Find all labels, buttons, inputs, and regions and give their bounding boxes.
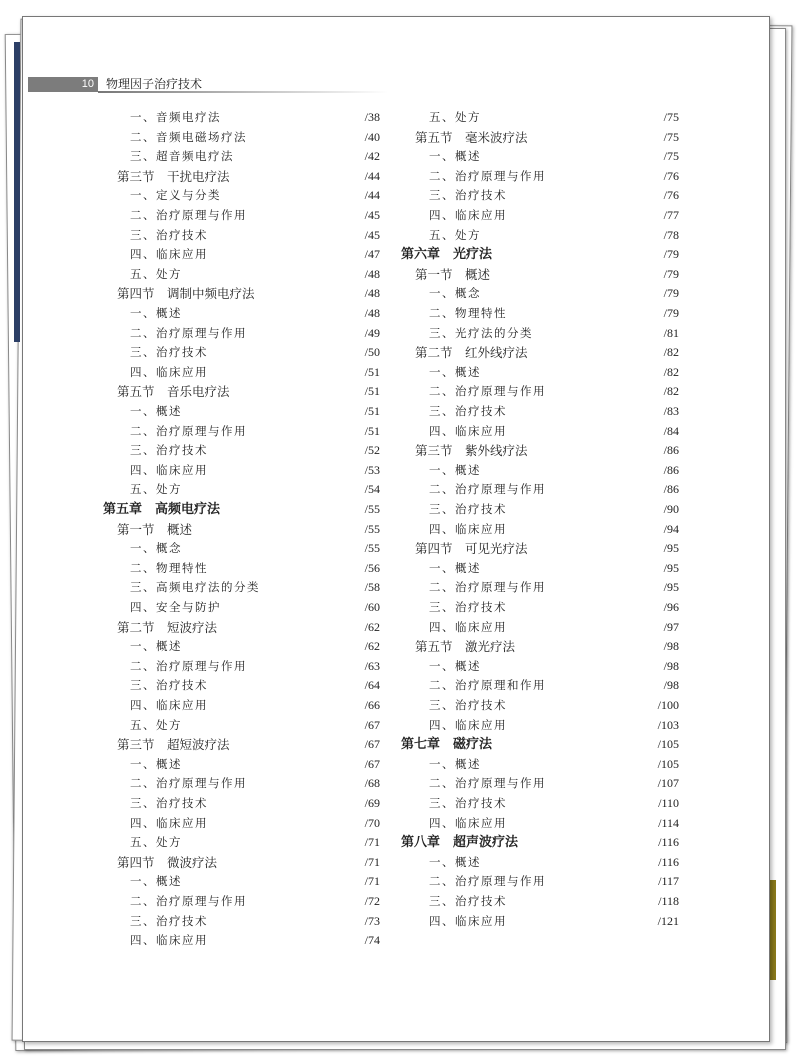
- toc-item[interactable]: [429, 559, 679, 579]
- toc-item[interactable]: [130, 422, 380, 442]
- toc-section[interactable]: [117, 735, 380, 755]
- toc-item[interactable]: [130, 441, 380, 461]
- toc-title: 第五章 高频电疗法: [103, 502, 221, 517]
- toc-section[interactable]: [117, 382, 380, 402]
- toc-page-number: /96: [663, 600, 679, 614]
- toc-page-number: /55: [364, 521, 380, 536]
- toc-title: 三、治疗技术: [429, 796, 507, 810]
- toc-page-number: /70: [364, 815, 380, 830]
- toc-title: 一、概述: [429, 658, 481, 673]
- toc-title: 二、治疗原理与作用: [130, 776, 247, 791]
- toc-title: 一、概述: [130, 306, 182, 320]
- toc-title: 三、治疗技术: [130, 345, 208, 360]
- toc-section[interactable]: [415, 265, 679, 285]
- toc-page-number: /48: [364, 286, 380, 301]
- toc-title: 三、治疗技术: [429, 894, 507, 908]
- toc-page-number: /38: [364, 110, 380, 124]
- toc-title: 三、治疗技术: [429, 404, 507, 418]
- toc-page-number: /79: [663, 247, 679, 262]
- toc-section[interactable]: [117, 618, 380, 638]
- toc-chapter[interactable]: [401, 833, 679, 853]
- toc-page-number: /50: [364, 345, 380, 360]
- toc-page-number: /58: [364, 580, 380, 595]
- toc-page-number: /45: [364, 227, 380, 242]
- toc-page-number: /52: [364, 443, 380, 458]
- toc-page-number: /51: [364, 384, 380, 399]
- toc-section[interactable]: [415, 343, 679, 363]
- toc-page-number: /82: [663, 384, 679, 399]
- toc-title: 四、临床应用: [429, 423, 507, 438]
- page-number: 10: [28, 77, 98, 92]
- cover-edge: [770, 880, 776, 980]
- toc-item[interactable]: [130, 559, 380, 579]
- toc-page-number: /107: [657, 776, 679, 791]
- toc-item[interactable]: [429, 755, 679, 775]
- toc-chapter[interactable]: [401, 735, 679, 755]
- toc-title: 四、临床应用: [130, 698, 208, 712]
- toc-page-number: /48: [364, 306, 380, 320]
- toc-page-number: /55: [364, 502, 380, 516]
- toc-page-number: /47: [364, 247, 380, 262]
- toc-item[interactable]: [130, 402, 380, 422]
- toc-item[interactable]: [130, 304, 380, 324]
- toc-page-number: /121: [657, 913, 679, 928]
- toc-page-number: /105: [657, 737, 679, 752]
- toc-section[interactable]: [117, 284, 380, 304]
- toc-item[interactable]: [429, 657, 679, 677]
- toc-title: 二、治疗原理与作用: [429, 384, 546, 399]
- cover-edge: [14, 42, 20, 342]
- toc-item[interactable]: [429, 304, 679, 324]
- toc-page-number: /95: [663, 560, 679, 575]
- toc-title: 一、概述: [429, 756, 481, 771]
- toc-page-number: /45: [364, 208, 380, 222]
- toc-title: 二、治疗原理与作用: [130, 658, 247, 673]
- toc-title: 第三节 超短波疗法: [117, 737, 230, 753]
- toc-item[interactable]: [429, 676, 679, 696]
- toc-title: 五、处方: [130, 266, 182, 281]
- toc-item[interactable]: [429, 912, 679, 932]
- toc-title: 第二节 红外线疗法: [415, 345, 528, 361]
- toc-item[interactable]: [429, 206, 679, 226]
- toc-item[interactable]: [429, 774, 679, 794]
- toc-item[interactable]: [130, 657, 380, 677]
- toc-page-number: /75: [663, 129, 679, 144]
- toc-page-number: /82: [663, 345, 679, 360]
- toc-title: 第四节 可见光疗法: [415, 541, 528, 557]
- toc-item[interactable]: [429, 402, 679, 422]
- toc-title: 一、概述: [429, 560, 481, 575]
- toc-title: 二、治疗原理和作用: [429, 678, 546, 693]
- toc-item[interactable]: [130, 755, 380, 775]
- toc-page-number: /110: [658, 796, 679, 810]
- toc-page-number: /71: [364, 854, 380, 869]
- toc-title: 三、治疗技术: [429, 502, 507, 516]
- toc-item[interactable]: [130, 872, 380, 892]
- toc-title: 四、临床应用: [130, 462, 208, 477]
- toc-page-number: /118: [658, 894, 679, 908]
- toc-item[interactable]: [130, 226, 380, 246]
- toc-page-number: /63: [364, 658, 380, 673]
- toc-item[interactable]: [130, 598, 380, 618]
- toc-item[interactable]: [429, 167, 679, 187]
- header-rule: [98, 91, 388, 93]
- toc-page-number: /74: [364, 933, 380, 948]
- toc-title: 一、概述: [130, 639, 182, 654]
- toc-item[interactable]: [130, 814, 380, 834]
- toc-item[interactable]: [130, 637, 380, 657]
- toc-page-number: /81: [663, 325, 679, 340]
- toc-item[interactable]: [429, 598, 679, 618]
- toc-item[interactable]: [429, 696, 679, 716]
- toc-title: 一、概念: [130, 541, 182, 556]
- toc-section[interactable]: [415, 441, 679, 461]
- toc-title: 一、概述: [130, 874, 182, 889]
- toc-chapter[interactable]: [401, 245, 679, 265]
- toc-page-number: /86: [663, 482, 679, 497]
- toc-page-number: /75: [663, 110, 679, 124]
- toc-page-number: /40: [364, 129, 380, 144]
- toc-item[interactable]: [429, 147, 679, 167]
- toc-section[interactable]: [415, 637, 679, 657]
- toc-item[interactable]: [429, 794, 679, 814]
- toc-page-number: /98: [663, 639, 679, 654]
- toc-item[interactable]: [130, 206, 380, 226]
- toc-title: 第四节 微波疗法: [117, 854, 218, 870]
- toc-page-number: /117: [658, 874, 679, 889]
- toc-title: 三、治疗技术: [130, 678, 208, 693]
- toc-item[interactable]: [130, 324, 380, 344]
- toc-page-number: /83: [663, 404, 679, 418]
- toc-page-number: /100: [657, 698, 679, 712]
- toc-item[interactable]: [130, 539, 380, 559]
- toc-title: 三、治疗技术: [130, 796, 208, 810]
- toc-page-number: /86: [663, 443, 679, 458]
- toc-page-number: /60: [364, 600, 380, 614]
- toc-item[interactable]: [429, 382, 679, 402]
- toc-title: 五、处方: [429, 227, 481, 242]
- toc-page-number: /75: [663, 149, 679, 164]
- toc-title: 二、治疗原理与作用: [429, 580, 546, 595]
- toc-title: 四、临床应用: [130, 247, 208, 262]
- toc-item[interactable]: [429, 618, 679, 638]
- toc-item[interactable]: [130, 833, 380, 853]
- toc-item[interactable]: [130, 716, 380, 736]
- toc-item[interactable]: [130, 774, 380, 794]
- toc-title: 二、治疗原理与作用: [429, 776, 546, 791]
- toc-title: 第一节 概述: [117, 521, 193, 537]
- toc-item[interactable]: [429, 853, 679, 873]
- toc-title: 四、临床应用: [130, 933, 208, 948]
- toc-item[interactable]: [429, 814, 679, 834]
- toc-title: 一、概述: [429, 149, 481, 164]
- toc-title: 第四节 调制中频电疗法: [117, 286, 255, 302]
- toc-title: 三、治疗技术: [429, 698, 507, 712]
- toc-page-number: /49: [364, 325, 380, 340]
- toc-title: 二、音频电磁场疗法: [130, 129, 247, 144]
- toc-title: 一、定义与分类: [130, 188, 221, 203]
- running-header-title: 物理因子治疗技术: [106, 77, 203, 91]
- toc-title: 第五节 音乐电疗法: [117, 384, 230, 400]
- toc-title: 三、治疗技术: [130, 913, 208, 928]
- toc-section[interactable]: [415, 539, 679, 559]
- toc-title: 四、临床应用: [429, 619, 507, 634]
- toc-page-number: /68: [364, 776, 380, 791]
- toc-page-number: /97: [663, 619, 679, 634]
- toc-title: 一、概述: [429, 364, 481, 379]
- toc-title: 第三节 干扰电疗法: [117, 168, 230, 184]
- toc-section[interactable]: [117, 853, 380, 873]
- toc-title: 五、处方: [130, 717, 182, 732]
- toc-page-number: /56: [364, 560, 380, 575]
- toc-page-number: /90: [663, 502, 679, 516]
- toc-page-number: /42: [364, 149, 380, 164]
- toc-title: 四、临床应用: [429, 717, 507, 732]
- toc-title: 三、高频电疗法的分类: [130, 580, 260, 595]
- toc-page-number: /95: [663, 580, 679, 595]
- toc-page-number: /72: [364, 894, 380, 908]
- toc-item[interactable]: [429, 284, 679, 304]
- toc-page-number: /98: [663, 658, 679, 673]
- toc-page-number: /62: [364, 619, 380, 634]
- toc-title: 三、治疗技术: [130, 227, 208, 242]
- toc-page-number: /51: [364, 423, 380, 438]
- toc-title: 四、临床应用: [429, 208, 507, 222]
- toc-title: 四、临床应用: [130, 364, 208, 379]
- toc-page-number: /66: [364, 698, 380, 712]
- toc-title: 第六章 光疗法: [401, 247, 493, 263]
- toc-title: 二、治疗原理与作用: [429, 874, 546, 889]
- toc-item[interactable]: [429, 716, 679, 736]
- toc-item[interactable]: [429, 892, 679, 912]
- toc-page-number: /86: [663, 462, 679, 477]
- toc-item[interactable]: [429, 363, 679, 383]
- toc-page-number: /98: [663, 678, 679, 693]
- toc-page-number: /48: [364, 266, 380, 281]
- toc-item[interactable]: [130, 931, 380, 951]
- toc-page-number: /76: [663, 168, 679, 183]
- toc-page-number: /51: [364, 404, 380, 418]
- toc-title: 二、治疗原理与作用: [130, 423, 247, 438]
- toc-page-number: /67: [364, 737, 380, 752]
- toc-item[interactable]: [429, 324, 679, 344]
- toc-page-number: /55: [364, 541, 380, 556]
- toc-item[interactable]: [429, 480, 679, 500]
- toc-title: 第一节 概述: [415, 266, 491, 282]
- toc-title: 五、处方: [429, 110, 481, 124]
- toc-page-number: /116: [658, 854, 679, 869]
- toc-item[interactable]: [429, 226, 679, 246]
- toc-page-number: /79: [663, 266, 679, 281]
- toc-item[interactable]: [429, 186, 679, 206]
- toc-title: 三、超音频电疗法: [130, 149, 234, 164]
- toc-page-number: /103: [657, 717, 679, 732]
- toc-item[interactable]: [130, 186, 380, 206]
- toc-item[interactable]: [130, 265, 380, 285]
- toc-page-number: /94: [663, 521, 679, 536]
- toc-page-number: /77: [663, 208, 679, 222]
- toc-title: 一、音频电疗法: [130, 110, 221, 124]
- toc-page-number: /67: [364, 756, 380, 771]
- toc-title: 四、临床应用: [429, 521, 507, 536]
- toc-page-number: /105: [657, 756, 679, 771]
- toc-item[interactable]: [130, 912, 380, 932]
- toc-page-number: /71: [364, 835, 380, 850]
- toc-title: 第五节 毫米波疗法: [415, 129, 528, 145]
- toc-title: 五、处方: [130, 482, 182, 497]
- toc-page-number: /95: [663, 541, 679, 556]
- toc-title: 二、物理特性: [130, 560, 208, 575]
- toc-section[interactable]: [117, 520, 380, 540]
- toc-title: 四、安全与防护: [130, 600, 221, 614]
- toc-item[interactable]: [130, 245, 380, 265]
- toc-title: 二、物理特性: [429, 306, 507, 320]
- toc-item[interactable]: [429, 872, 679, 892]
- toc-title: 三、治疗技术: [130, 443, 208, 458]
- toc-item[interactable]: [130, 794, 380, 814]
- toc-item[interactable]: [429, 461, 679, 481]
- toc-item[interactable]: [130, 363, 380, 383]
- toc-page-number: /64: [364, 678, 380, 693]
- toc-page-number: /79: [663, 306, 679, 320]
- toc-item[interactable]: [130, 676, 380, 696]
- toc-item[interactable]: [429, 520, 679, 540]
- toc-title: 四、临床应用: [429, 913, 507, 928]
- toc-title: 三、光疗法的分类: [429, 325, 533, 340]
- toc-title: 一、概念: [429, 286, 481, 301]
- toc-page-number: /44: [364, 188, 380, 203]
- toc-item[interactable]: [130, 696, 380, 716]
- toc-title: 第八章 超声波疗法: [401, 835, 519, 851]
- toc-title: 五、处方: [130, 835, 182, 850]
- toc-page-number: /71: [364, 874, 380, 889]
- toc-page-number: /69: [364, 796, 380, 810]
- toc-page-number: /116: [658, 835, 679, 850]
- toc-page-number: /62: [364, 639, 380, 654]
- toc-title: 二、治疗原理与作用: [130, 208, 247, 222]
- toc-item[interactable]: [130, 147, 380, 167]
- toc-title: 第二节 短波疗法: [117, 619, 218, 635]
- toc-item[interactable]: [130, 892, 380, 912]
- toc-title: 二、治疗原理与作用: [130, 325, 247, 340]
- toc-title: 一、概述: [130, 756, 182, 771]
- toc-title: 三、治疗技术: [429, 600, 507, 614]
- toc-title: 二、治疗原理与作用: [429, 168, 546, 183]
- toc-section[interactable]: [117, 167, 380, 187]
- toc-item[interactable]: [429, 500, 679, 520]
- toc-page-number: /67: [364, 717, 380, 732]
- toc-page-number: /51: [364, 364, 380, 379]
- toc-item[interactable]: [130, 108, 380, 128]
- toc-title: 第三节 紫外线疗法: [415, 443, 528, 459]
- toc-title: 一、概述: [429, 854, 481, 869]
- toc-title: 一、概述: [429, 462, 481, 477]
- toc-title: 第七章 磁疗法: [401, 737, 493, 753]
- toc-item[interactable]: [130, 578, 380, 598]
- toc-item[interactable]: [130, 343, 380, 363]
- toc-item[interactable]: [130, 461, 380, 481]
- toc-title: 四、临床应用: [130, 815, 208, 830]
- toc-item[interactable]: [429, 108, 679, 128]
- toc-page-number: /73: [364, 913, 380, 928]
- toc-page-number: /79: [663, 286, 679, 301]
- toc-page-number: /114: [658, 815, 679, 830]
- toc-section[interactable]: [415, 128, 679, 148]
- toc-item[interactable]: [429, 422, 679, 442]
- toc-page-number: /82: [663, 364, 679, 379]
- toc-item[interactable]: [429, 578, 679, 598]
- toc-title: 第五节 激光疗法: [415, 639, 516, 655]
- toc-item[interactable]: [130, 480, 380, 500]
- toc-title: 二、治疗原理与作用: [130, 894, 247, 908]
- toc-page-number: /76: [663, 188, 679, 203]
- toc-title: 三、治疗技术: [429, 188, 507, 203]
- toc-page-number: /44: [364, 168, 380, 183]
- toc-chapter[interactable]: [103, 500, 380, 520]
- toc-page-number: /54: [364, 482, 380, 497]
- toc-item[interactable]: [130, 128, 380, 148]
- toc-title: 一、概述: [130, 404, 182, 418]
- toc-title: 四、临床应用: [429, 815, 507, 830]
- toc-title: 二、治疗原理与作用: [429, 482, 546, 497]
- toc-page-number: /84: [663, 423, 679, 438]
- toc-page-number: /78: [663, 227, 679, 242]
- toc-page-number: /53: [364, 462, 380, 477]
